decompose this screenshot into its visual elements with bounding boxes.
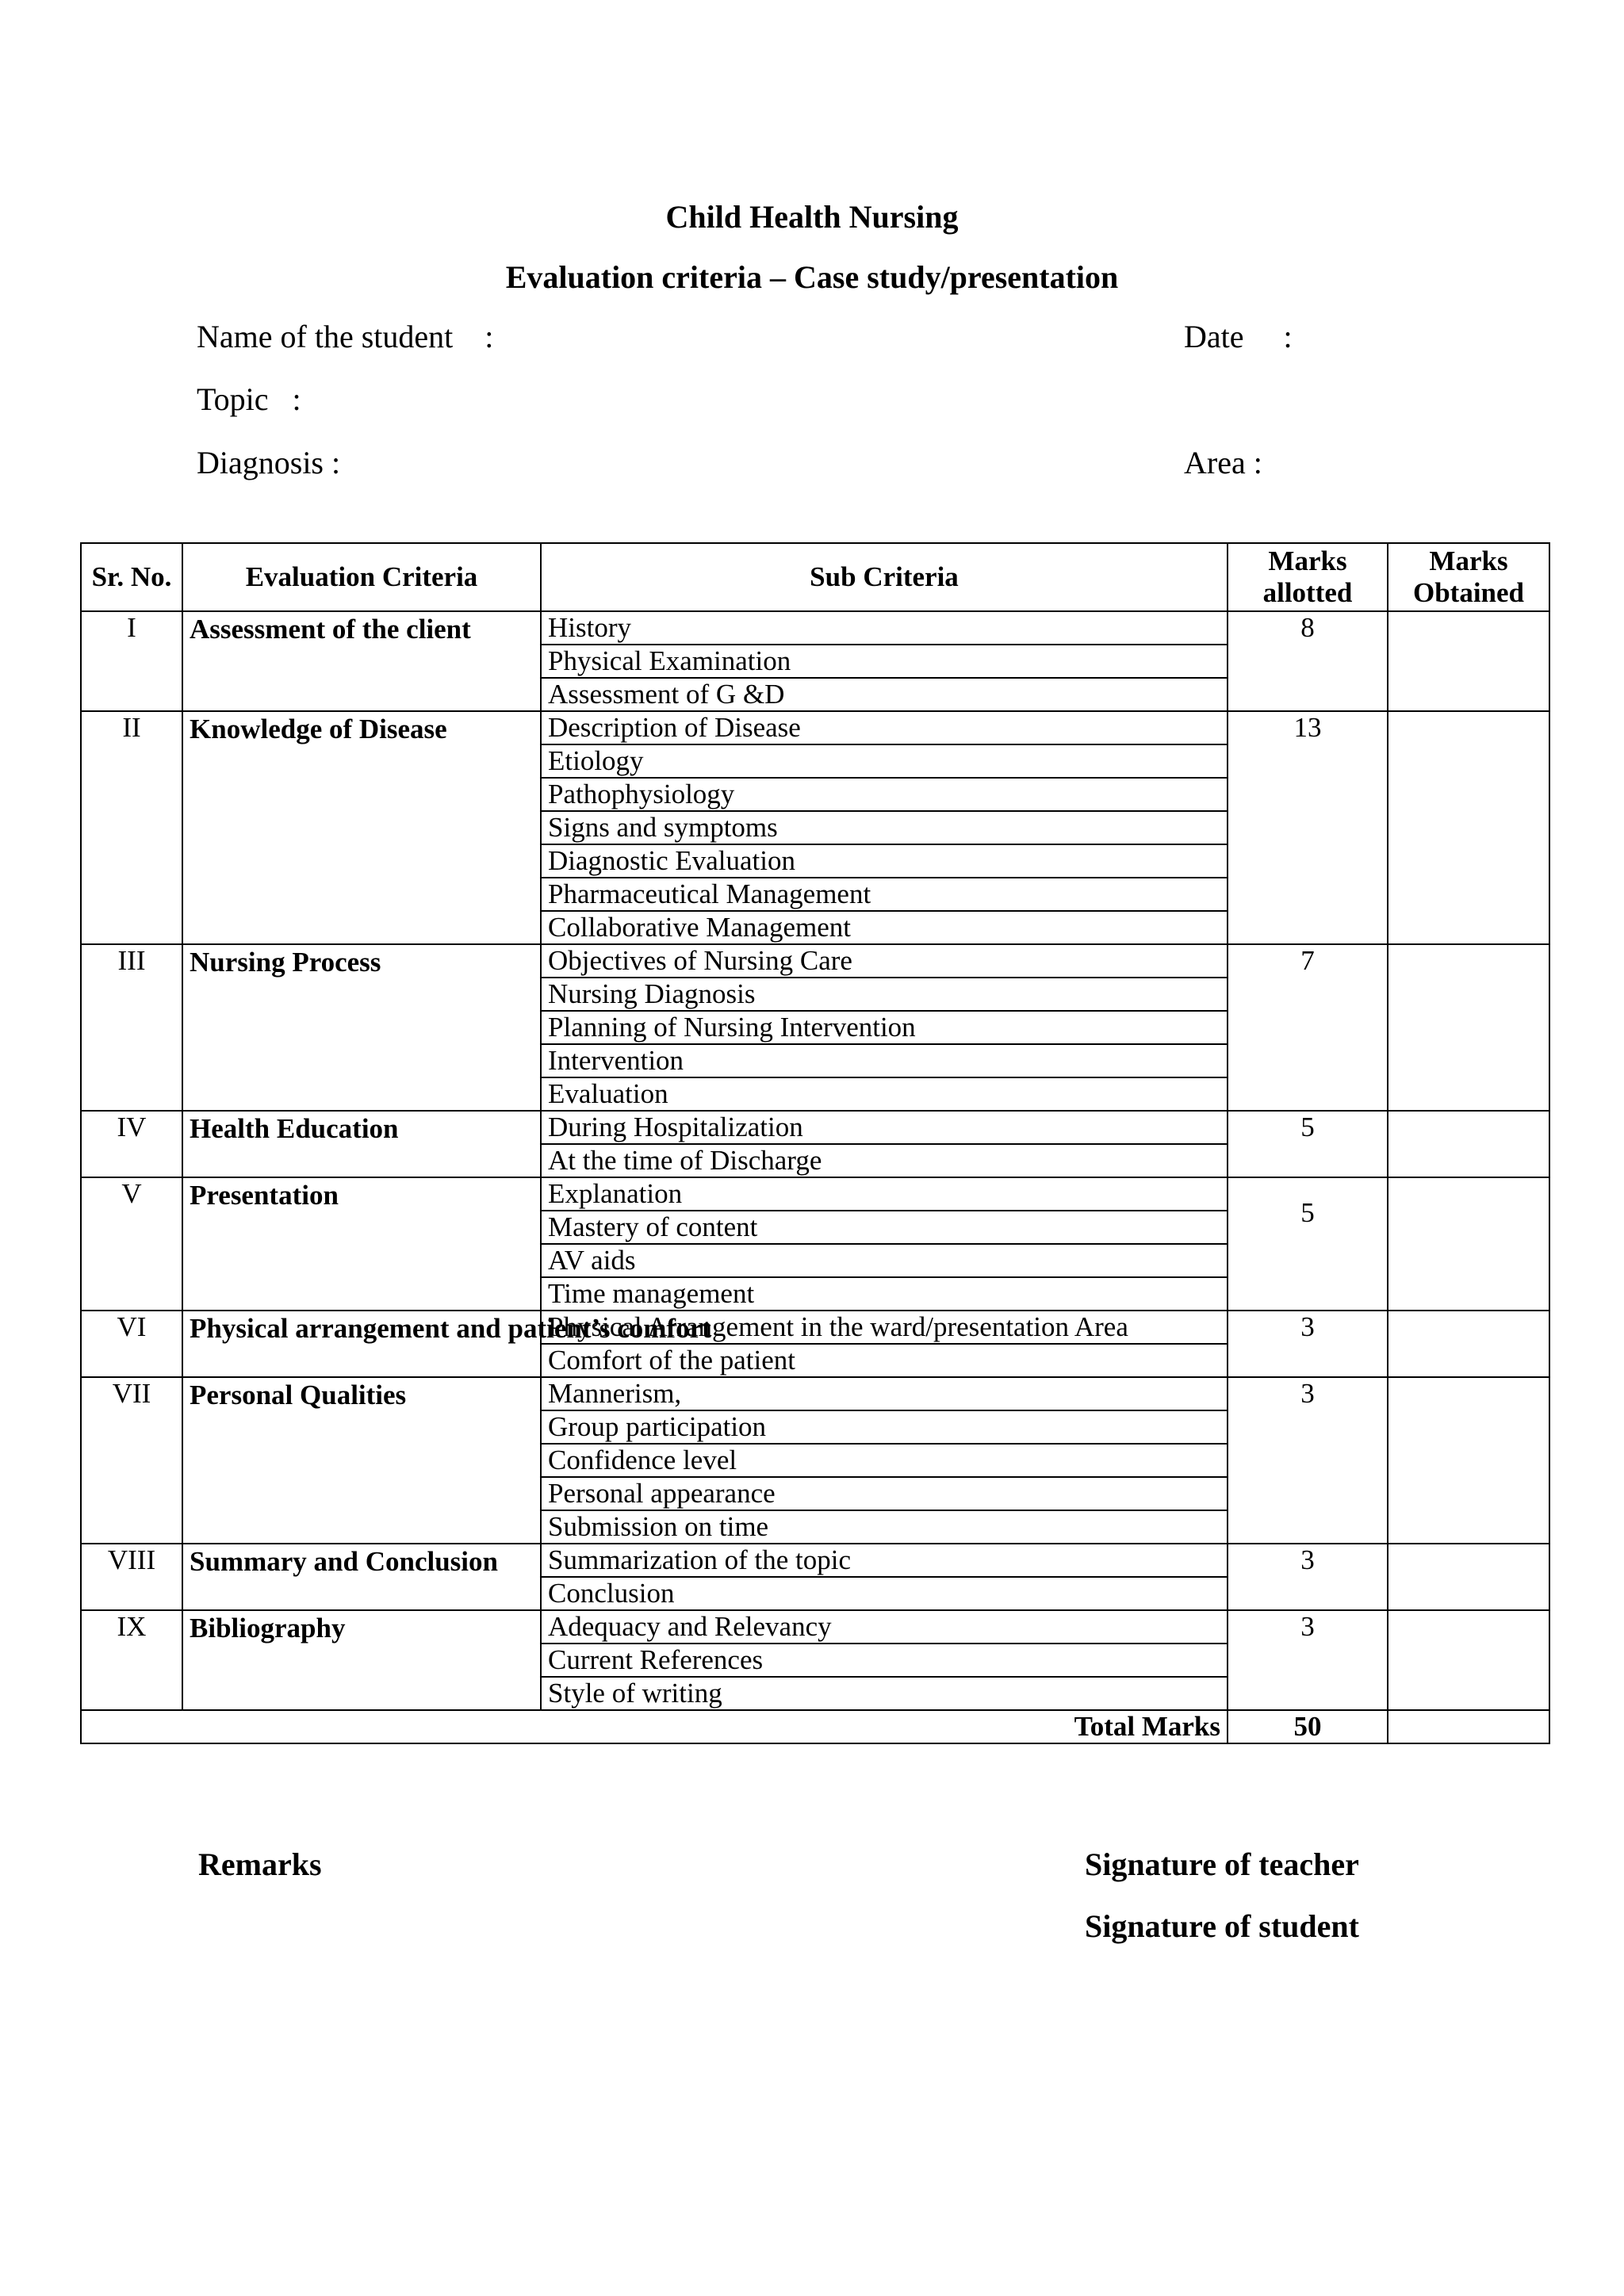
table-row: [81, 1544, 1549, 1577]
table-row: [81, 711, 1549, 744]
sub-criteria-cell: Etiology: [541, 744, 1228, 778]
teacher-signature-label: Signature of teacher: [1085, 1846, 1359, 1882]
sub-criteria-cell: Mastery of content: [541, 1211, 1228, 1244]
sub-criteria-cell: Adequacy and Relevancy: [541, 1610, 1228, 1644]
sub-criteria-cell: Confidence level: [541, 1444, 1228, 1477]
sub-criteria-cell: Group participation: [541, 1410, 1228, 1444]
marks-allotted-cell: 3: [1228, 1377, 1388, 1544]
marks-obtained-cell[interactable]: [1388, 611, 1549, 711]
marks-allotted-cell: 3: [1228, 1610, 1388, 1710]
sr-no-cell: I: [81, 611, 182, 711]
sub-criteria-cell: Comfort of the patient: [541, 1344, 1228, 1377]
sr-no-cell: VII: [81, 1377, 182, 1544]
sr-no-cell: VIII: [81, 1544, 182, 1610]
total-marks-obtained-cell[interactable]: [1388, 1710, 1549, 1743]
table-header-row: [81, 543, 1549, 611]
header-marks-allotted: Marks allotted: [1228, 543, 1388, 611]
table-row: [81, 611, 1549, 645]
table-row: [81, 1377, 1549, 1410]
date-label: Date :: [1184, 319, 1293, 354]
marks-obtained-cell[interactable]: [1388, 711, 1549, 944]
marks-allotted-cell: 3: [1228, 1544, 1388, 1610]
sub-criteria-cell: Collaborative Management: [541, 911, 1228, 944]
table-row: [81, 1610, 1549, 1644]
sr-no-cell: III: [81, 944, 182, 1111]
table-row: [81, 1177, 1549, 1211]
criteria-cell: Presentation: [182, 1177, 541, 1311]
sub-criteria-cell: Assessment of G &D: [541, 678, 1228, 711]
marks-obtained-cell[interactable]: [1388, 1177, 1549, 1311]
criteria-cell: Assessment of the client: [182, 611, 541, 711]
sr-no-cell: II: [81, 711, 182, 944]
sub-criteria-cell: Objectives of Nursing Care: [541, 944, 1228, 978]
criteria-cell: Nursing Process: [182, 944, 541, 1111]
sr-no-cell: VI: [81, 1311, 182, 1377]
criteria-cell: Health Education: [182, 1111, 541, 1177]
table-row: [81, 1111, 1549, 1144]
criteria-cell: Knowledge of Disease: [182, 711, 541, 944]
sub-criteria-cell: Physical Examination: [541, 645, 1228, 678]
marks-allotted-cell: 13: [1228, 711, 1388, 944]
diagnosis-label: Diagnosis :: [197, 445, 341, 480]
marks-allotted-cell: 5: [1228, 1177, 1388, 1311]
sub-criteria-cell: Pharmaceutical Management: [541, 878, 1228, 911]
marks-allotted-cell: 3: [1228, 1311, 1388, 1377]
sub-criteria-cell: Nursing Diagnosis: [541, 978, 1228, 1011]
sub-criteria-cell: Mannerism,: [541, 1377, 1228, 1410]
marks-allotted-cell: 7: [1228, 944, 1388, 1111]
header-sub-criteria: Sub Criteria: [541, 543, 1228, 611]
sub-criteria-cell: Time management: [541, 1277, 1228, 1311]
table-row: [81, 944, 1549, 978]
sub-criteria-cell: Submission on time: [541, 1510, 1228, 1544]
marks-allotted-cell: 5: [1228, 1111, 1388, 1177]
sub-criteria-cell: Diagnostic Evaluation: [541, 844, 1228, 878]
student-name-label: Name of the student :: [197, 319, 494, 354]
sub-criteria-cell: Conclusion: [541, 1577, 1228, 1610]
total-marks-label: Total Marks: [81, 1710, 1228, 1743]
sub-criteria-cell: History: [541, 611, 1228, 645]
topic-label: Topic :: [197, 381, 301, 417]
marks-obtained-cell[interactable]: [1388, 944, 1549, 1111]
total-marks-value: 50: [1228, 1710, 1388, 1743]
table-row: [81, 1311, 1549, 1344]
marks-allotted-cell: 8: [1228, 611, 1388, 711]
sub-criteria-cell: Style of writing: [541, 1677, 1228, 1710]
form-subtitle: Evaluation criteria – Case study/presentation: [505, 259, 1119, 295]
marks-obtained-cell[interactable]: [1388, 1111, 1549, 1177]
sub-criteria-cell: Evaluation: [541, 1077, 1228, 1111]
marks-obtained-cell[interactable]: [1388, 1610, 1549, 1710]
sub-criteria-cell: Current References: [541, 1644, 1228, 1677]
marks-obtained-cell[interactable]: [1388, 1544, 1549, 1610]
sub-criteria-cell: At the time of Discharge: [541, 1144, 1228, 1177]
total-row: [81, 1710, 1549, 1743]
sr-no-cell: IV: [81, 1111, 182, 1177]
sub-criteria-cell: Planning of Nursing Intervention: [541, 1011, 1228, 1044]
evaluation-table: [80, 542, 1550, 1744]
criteria-cell: Physical arrangement and patient’s comfort: [182, 1311, 541, 1377]
sub-criteria-cell: Signs and symptoms: [541, 811, 1228, 844]
sr-no-cell: IX: [81, 1610, 182, 1710]
header-marks-obtained: Marks Obtained: [1388, 543, 1549, 611]
criteria-cell: Summary and Conclusion: [182, 1544, 541, 1610]
student-signature-label: Signature of student: [1085, 1908, 1359, 1944]
remarks-label: Remarks: [198, 1846, 322, 1882]
sub-criteria-cell: Pathophysiology: [541, 778, 1228, 811]
sub-criteria-cell: Personal appearance: [541, 1477, 1228, 1510]
sub-criteria-cell: Intervention: [541, 1044, 1228, 1077]
marks-obtained-cell[interactable]: [1388, 1377, 1549, 1544]
sub-criteria-cell: Explanation: [541, 1177, 1228, 1211]
evaluation-table-body: [81, 611, 1549, 1710]
sub-criteria-cell: Physical Arrangement in the ward/presentation Area: [541, 1311, 1228, 1344]
area-label: Area :: [1184, 445, 1262, 480]
marks-obtained-cell[interactable]: [1388, 1311, 1549, 1377]
form-title: Child Health Nursing: [665, 199, 959, 235]
header-evaluation-criteria: Evaluation Criteria: [182, 543, 541, 611]
sub-criteria-cell: During Hospitalization: [541, 1111, 1228, 1144]
sub-criteria-cell: Description of Disease: [541, 711, 1228, 744]
sub-criteria-cell: AV aids: [541, 1244, 1228, 1277]
header-sr-no: Sr. No.: [81, 543, 182, 611]
sr-no-cell: V: [81, 1177, 182, 1311]
criteria-cell: Personal Qualities: [182, 1377, 541, 1544]
sub-criteria-cell: Summarization of the topic: [541, 1544, 1228, 1577]
criteria-cell: Bibliography: [182, 1610, 541, 1710]
